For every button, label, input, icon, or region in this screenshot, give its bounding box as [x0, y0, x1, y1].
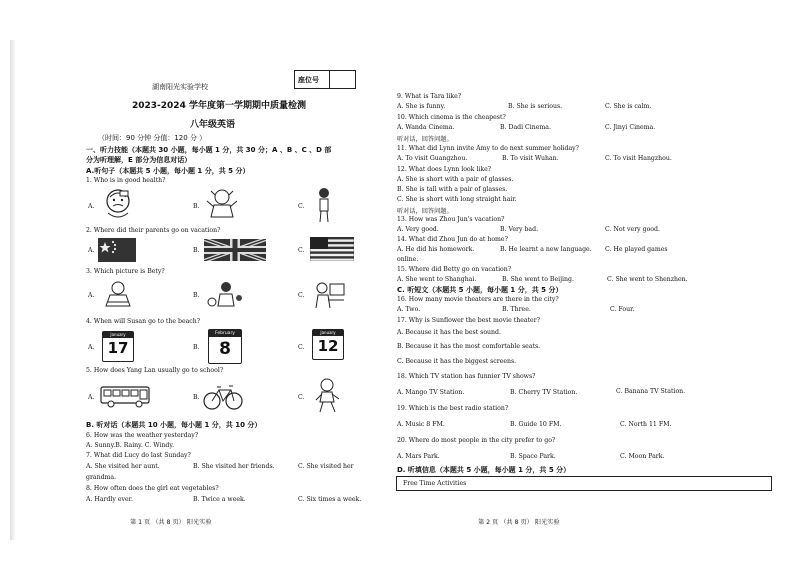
q1-option-a-label: A. — [88, 203, 95, 210]
q8-option-b: B. Twice a week. — [193, 496, 246, 503]
question-4: 4. When will Susan go to the beach? — [86, 318, 201, 325]
q2-option-c-label: C. — [298, 247, 305, 254]
q9-option-c: C. She is calm. — [605, 103, 652, 110]
q4-option-b-label: B. — [193, 344, 200, 351]
question-5: 5. How does Yang Lan usually go to school? — [86, 367, 224, 374]
q16-option-c: C. Four. — [610, 306, 635, 313]
healthy-girl-illustration — [205, 187, 239, 221]
q1-option-b-label: B. — [193, 203, 200, 210]
question-14: 14. What did Zhou Jun do at home? — [397, 236, 508, 243]
info-table — [396, 476, 772, 491]
q5-option-a-label: A. — [88, 394, 95, 401]
q8-option-a: A. Hardly ever. — [86, 496, 133, 503]
q13-option-b: B. Very bad. — [500, 226, 539, 233]
question-6: 6. How was the weather yesterday? — [86, 432, 199, 439]
q18-option-a: A. Mango TV Station. — [397, 389, 465, 396]
q7-option-a: A. She visited her aunt. — [86, 463, 160, 470]
calendar-icon-jan-12 — [312, 329, 344, 360]
girl-reading-illustration — [102, 280, 134, 308]
q13-option-c: C. Not very good. — [605, 226, 660, 233]
q17-option-b: B. Because it has the most comfortable seats. — [397, 343, 541, 350]
q18-option-b: B. Cherry TV Station. — [510, 389, 578, 396]
q20-option-b: B. Space Park. — [510, 453, 556, 460]
q14-option-b: B. He learnt a new language. — [500, 246, 592, 253]
q3-option-b-label: B. — [193, 292, 200, 299]
q3-option-c-label: C. — [298, 292, 305, 299]
q19-option-c: C. North 11 FM. — [620, 421, 672, 428]
q6-options: A. Sunny.B. Rainy. C. Windy. — [86, 442, 175, 449]
q11-option-a: A. To visit Guangzhou. — [397, 155, 468, 162]
scan-edge-shadow — [10, 40, 16, 540]
q12-option-b: B. She is tall with a pair of glasses. — [397, 186, 508, 193]
sick-person-illustration — [100, 187, 136, 221]
girl-playing-illustration — [206, 280, 244, 310]
calendar-month: January — [103, 332, 133, 338]
q19-option-b: B. Guide 10 FM. — [510, 421, 562, 428]
q11-option-c: C. To visit Hangzhou. — [605, 155, 672, 162]
question-15: 15. Where did Betty go on vacation? — [397, 266, 512, 273]
question-19: 19. Which is the best radio station? — [397, 405, 509, 412]
question-9: 9. What is Tara like? — [397, 93, 462, 100]
calendar-day: 17 — [107, 339, 129, 357]
q15-option-a: A. She went to Shanghai. — [397, 276, 477, 283]
question-2: 2. Where did their parents go on vacation? — [86, 227, 221, 234]
q8-option-c: C. Six times a week. — [298, 496, 362, 503]
q3-option-a-label: A. — [88, 292, 95, 299]
bus-icon — [100, 385, 150, 409]
exam-title: 2023-2024 学年度第一学期期中质量检测 — [132, 101, 306, 111]
calendar-icon-jan-17 — [102, 331, 134, 362]
q1-option-c-label: C. — [298, 203, 305, 210]
question-7: 7. What did Lucy do last Sunday? — [86, 452, 191, 459]
question-12: 12. What does Lynn look like? — [397, 166, 492, 173]
q5-option-c-label: C. — [298, 394, 305, 401]
q7-option-b: B. She visited her friends. — [193, 463, 275, 470]
calendar-day: 8 — [219, 339, 231, 359]
q9-option-a: A. She is funny. — [397, 103, 446, 110]
question-16: 16. How many movie theaters are there in the city? — [397, 296, 559, 303]
exam-time-info: （时间：90 分钟 分值：120 分 ） — [98, 134, 207, 142]
calendar-icon-feb-8 — [208, 329, 242, 364]
usa-flag-icon — [310, 237, 354, 261]
question-10: 10. Which cinema is the cheapest? — [397, 114, 506, 121]
q20-option-a: A. Mars Park. — [397, 453, 440, 460]
section-a-title: A.听句子（本题共 5 小题，每小题 1 分，共 5 分） — [86, 167, 250, 175]
q17-option-c: C. Because it has the biggest screens. — [397, 358, 517, 365]
calendar-month: January — [313, 330, 343, 336]
question-1: 1. Who is in good health? — [86, 177, 166, 184]
q14-option-c-cont: online. — [397, 256, 419, 263]
question-20: 20. Where do most people in the city prefer to go? — [397, 437, 556, 444]
q12-option-c: C. She is short with long straight hair. — [397, 196, 517, 203]
q2-option-b-label: B. — [193, 247, 200, 254]
section-b-title: B. 听对话（本题共 10 小题，每小题 1 分，共 10 分） — [86, 421, 262, 429]
school-name: 湖南阳光实验学校 — [152, 83, 208, 91]
calendar-day: 12 — [317, 337, 339, 355]
dialogue-note-1: 听对话，回答问题。 — [397, 136, 453, 143]
walking-boy-illustration — [314, 378, 342, 414]
q14-option-c: C. He played games — [605, 246, 668, 253]
q9-option-b: B. She is serious. — [508, 103, 563, 110]
section-1-title: 一、听力技能（本题共 30 小题，每小题 1 分，共 30 分；A 、B 、C 、D 部 — [86, 146, 332, 154]
uk-flag-icon — [204, 239, 266, 261]
question-17: 17. Why is Sunflower the best movie theater? — [397, 317, 540, 324]
q19-option-a: A. Music 8 FM. — [397, 421, 445, 428]
exam-subject: 八年级英语 — [190, 120, 236, 130]
left-page-footer: 第 1 页 （共 8 页） 阳光实验 — [130, 519, 212, 526]
q7-option-c-cont: grandma. — [86, 474, 117, 481]
q10-option-c: C. Jinyi Cinema. — [605, 124, 656, 131]
q16-option-b: B. Three. — [502, 306, 531, 313]
girl-at-computer-illustration — [312, 280, 346, 310]
bicycle-icon — [203, 383, 243, 411]
china-flag-icon — [98, 238, 136, 262]
question-13: 13. How was Zhou Jun's vacation? — [397, 216, 505, 223]
calendar-month: February — [209, 330, 241, 337]
q5-option-b-label: B. — [193, 394, 200, 401]
section-d-title: D. 听填信息（本题共 5 小题，每小题 1 分，共 5 分） — [397, 466, 571, 474]
q11-option-b: B. To visit Wuhan. — [502, 155, 559, 162]
question-18: 18. Which TV station has funnier TV shows? — [397, 373, 536, 380]
q14-option-a: A. He did his homework. — [397, 246, 475, 253]
q15-option-c: C. She went to Shenzhen. — [607, 276, 688, 283]
q13-option-a: A. Very good. — [397, 226, 439, 233]
question-8: 8. How often does the girl eat vegetables? — [86, 485, 219, 492]
q4-option-a-label: A. — [88, 344, 95, 351]
seat-number-label: 座位号 — [298, 76, 319, 84]
q2-option-a-label: A. — [88, 247, 95, 254]
q16-option-a: A. Two. — [397, 306, 421, 313]
q12-option-a: A. She is short with a pair of glasses. — [397, 176, 514, 183]
info-table-title: Free Time Activities — [403, 480, 467, 487]
seat-number-box — [294, 70, 356, 89]
right-page-footer: 第 2 页 （共 8 页） 阳光实验 — [478, 519, 560, 526]
q4-option-c-label: C. — [298, 344, 305, 351]
question-3: 3. Which picture is Bety? — [86, 268, 165, 275]
q20-option-c: C. Moon Park. — [620, 453, 665, 460]
q10-option-b: B. Dadi Cinema. — [500, 124, 551, 131]
q7-option-c: C. She visited her — [298, 463, 354, 470]
dialogue-note-2: 听对话，回答问题。 — [397, 208, 453, 215]
q10-option-a: A. Wanda Cinema. — [397, 124, 455, 131]
q17-option-a: A. Because it has the best sound. — [397, 329, 501, 336]
q15-option-b: B. She went to Beijing. — [502, 276, 574, 283]
person-drinking-illustration — [314, 186, 334, 224]
section-1-subtitle: 分为听理解，E 部分为信息对话） — [86, 156, 192, 164]
question-11: 11. What did Lynn invite Amy to do next summer holiday? — [397, 145, 579, 152]
section-c-title: C. 听短文（本题共 5 小题，每小题 1 分，共 5 分） — [397, 286, 563, 294]
q18-option-c: C. Banana TV Station. — [616, 388, 686, 395]
